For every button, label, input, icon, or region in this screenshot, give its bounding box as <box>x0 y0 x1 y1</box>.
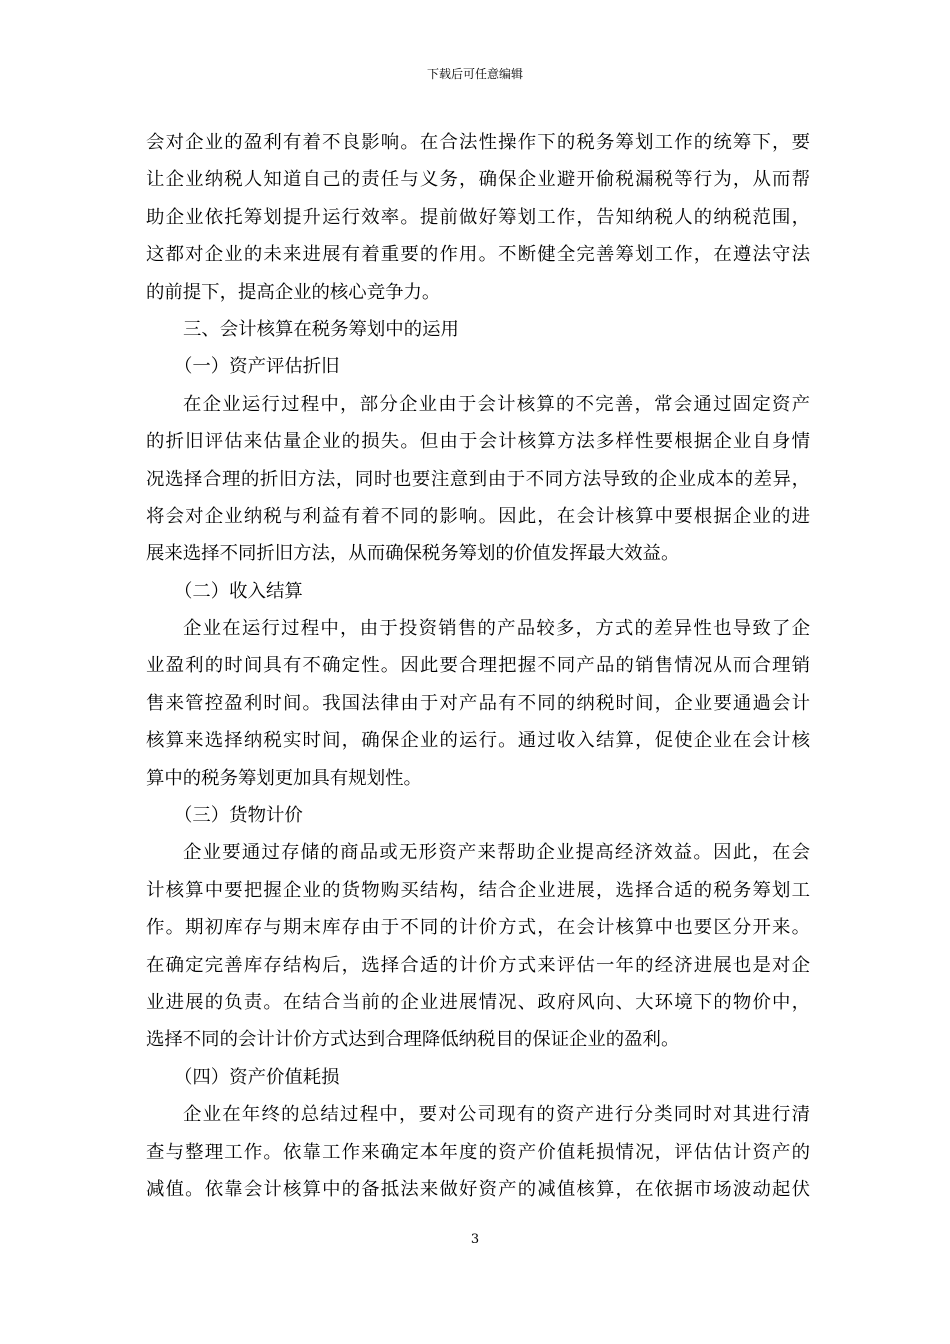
text-line: 计核算中要把握企业的货物购买结构，结合企业进展，选择合适的税务筹划工 <box>146 879 810 901</box>
page-header: 下载后可任意编辑 <box>426 67 523 81</box>
text-line: 这都对企业的未来进展有着重要的作用。不断健全完善筹划工作，在遵法守法 <box>146 244 810 266</box>
paragraph-subsection-3 <box>146 834 810 1058</box>
text-line: 算中的税务筹划更加具有规划性。 <box>146 767 422 789</box>
subsection-heading-1: （一）资产评估折旧 <box>174 356 340 378</box>
text-line: 在企业运行过程中，部分企业由于会计核算的不完善，常会通过固定资产 <box>183 393 810 415</box>
section-heading: 三、会计核算在税务筹划中的运用 <box>183 318 459 340</box>
text-line: 会对企业的盈利有着不良影响。在合法性操作下的税务筹划工作的统筹下，要 <box>146 132 810 153</box>
text-line: 在确定完善库存结构后，选择合适的计价方式来评估一年的经济进展也是对企 <box>146 954 810 976</box>
paragraph-intro <box>146 124 810 311</box>
page-number: 3 <box>470 1232 480 1247</box>
text-line: 让企业纳税人知道自己的责任与义务，确保企业避开偷税漏税等行为，从而帮 <box>146 169 810 191</box>
text-line: 将会对企业纳税与利益有着不同的影响。因此，在会计核算中要根据企业的进 <box>146 505 810 527</box>
text-line: 作。期初库存与期末库存由于不同的计价方式，在会计核算中也要区分开来。 <box>146 917 810 939</box>
text-line: 业盈利的时间具有不确定性。因此要合理把握不同产品的销售情况从而合理销 <box>146 655 810 677</box>
document-body <box>146 124 810 1208</box>
text-line: 企业在运行过程中，由于投资销售的产品较多，方式的差异性也导致了企 <box>183 618 810 640</box>
text-line: 的前提下，提高企业的核心竞争力。 <box>146 281 441 303</box>
subsection-heading-4: （四）资产价值耗损 <box>174 1066 340 1088</box>
text-line: 助企业依托筹划提升运行效率。提前做好筹划工作，告知纳税人的纳税范围， <box>146 206 810 228</box>
paragraph-subsection-1 <box>146 386 810 573</box>
text-line: 的折旧评估来估量企业的损失。但由于会计核算方法多样性要根据企业自身情 <box>146 431 810 453</box>
text-line: 售来管控盈利时间。我国法律由于对产品有不同的纳税时间，企业要通過会计 <box>146 692 810 714</box>
paragraph-subsection-2 <box>146 610 810 797</box>
text-line: 选择不同的会计计价方式达到合理降低纳税目的保证企业的盈利。 <box>146 1029 680 1051</box>
text-line: 展来选择不同折旧方法，从而确保税务筹划的价值发挥最大效益。 <box>146 543 680 565</box>
text-line: 业进展的负责。在结合当前的企业进展情况、政府风向、大环境下的物价中， <box>146 991 810 1013</box>
text-line: 企业要通过存储的商品或无形资产来帮助企业提高经济效益。因此，在会 <box>183 842 810 864</box>
text-line: 况选择合理的折旧方法，同时也要注意到由于不同方法导致的企业成本的差异， <box>146 468 810 490</box>
text-line: 核算来选择纳税实时间，确保企业的运行。通过收入结算，促使企业在会计核 <box>146 730 810 752</box>
subsection-heading-2: （二）收入结算 <box>174 580 303 602</box>
subsection-heading-3: （三）货物计价 <box>174 805 303 827</box>
text-line: 减值。依靠会计核算中的备抵法来做好资产的减值核算，在依据市场波动起伏 <box>146 1178 810 1200</box>
text-line: 企业在年终的总结过程中，要对公司现有的资产进行分类同时对其进行清 <box>183 1104 810 1126</box>
text-line: 查与整理工作。依靠工作来确定本年度的资产价值耗损情况，评估估计资产的 <box>146 1141 810 1163</box>
paragraph-subsection-4 <box>146 1096 810 1208</box>
